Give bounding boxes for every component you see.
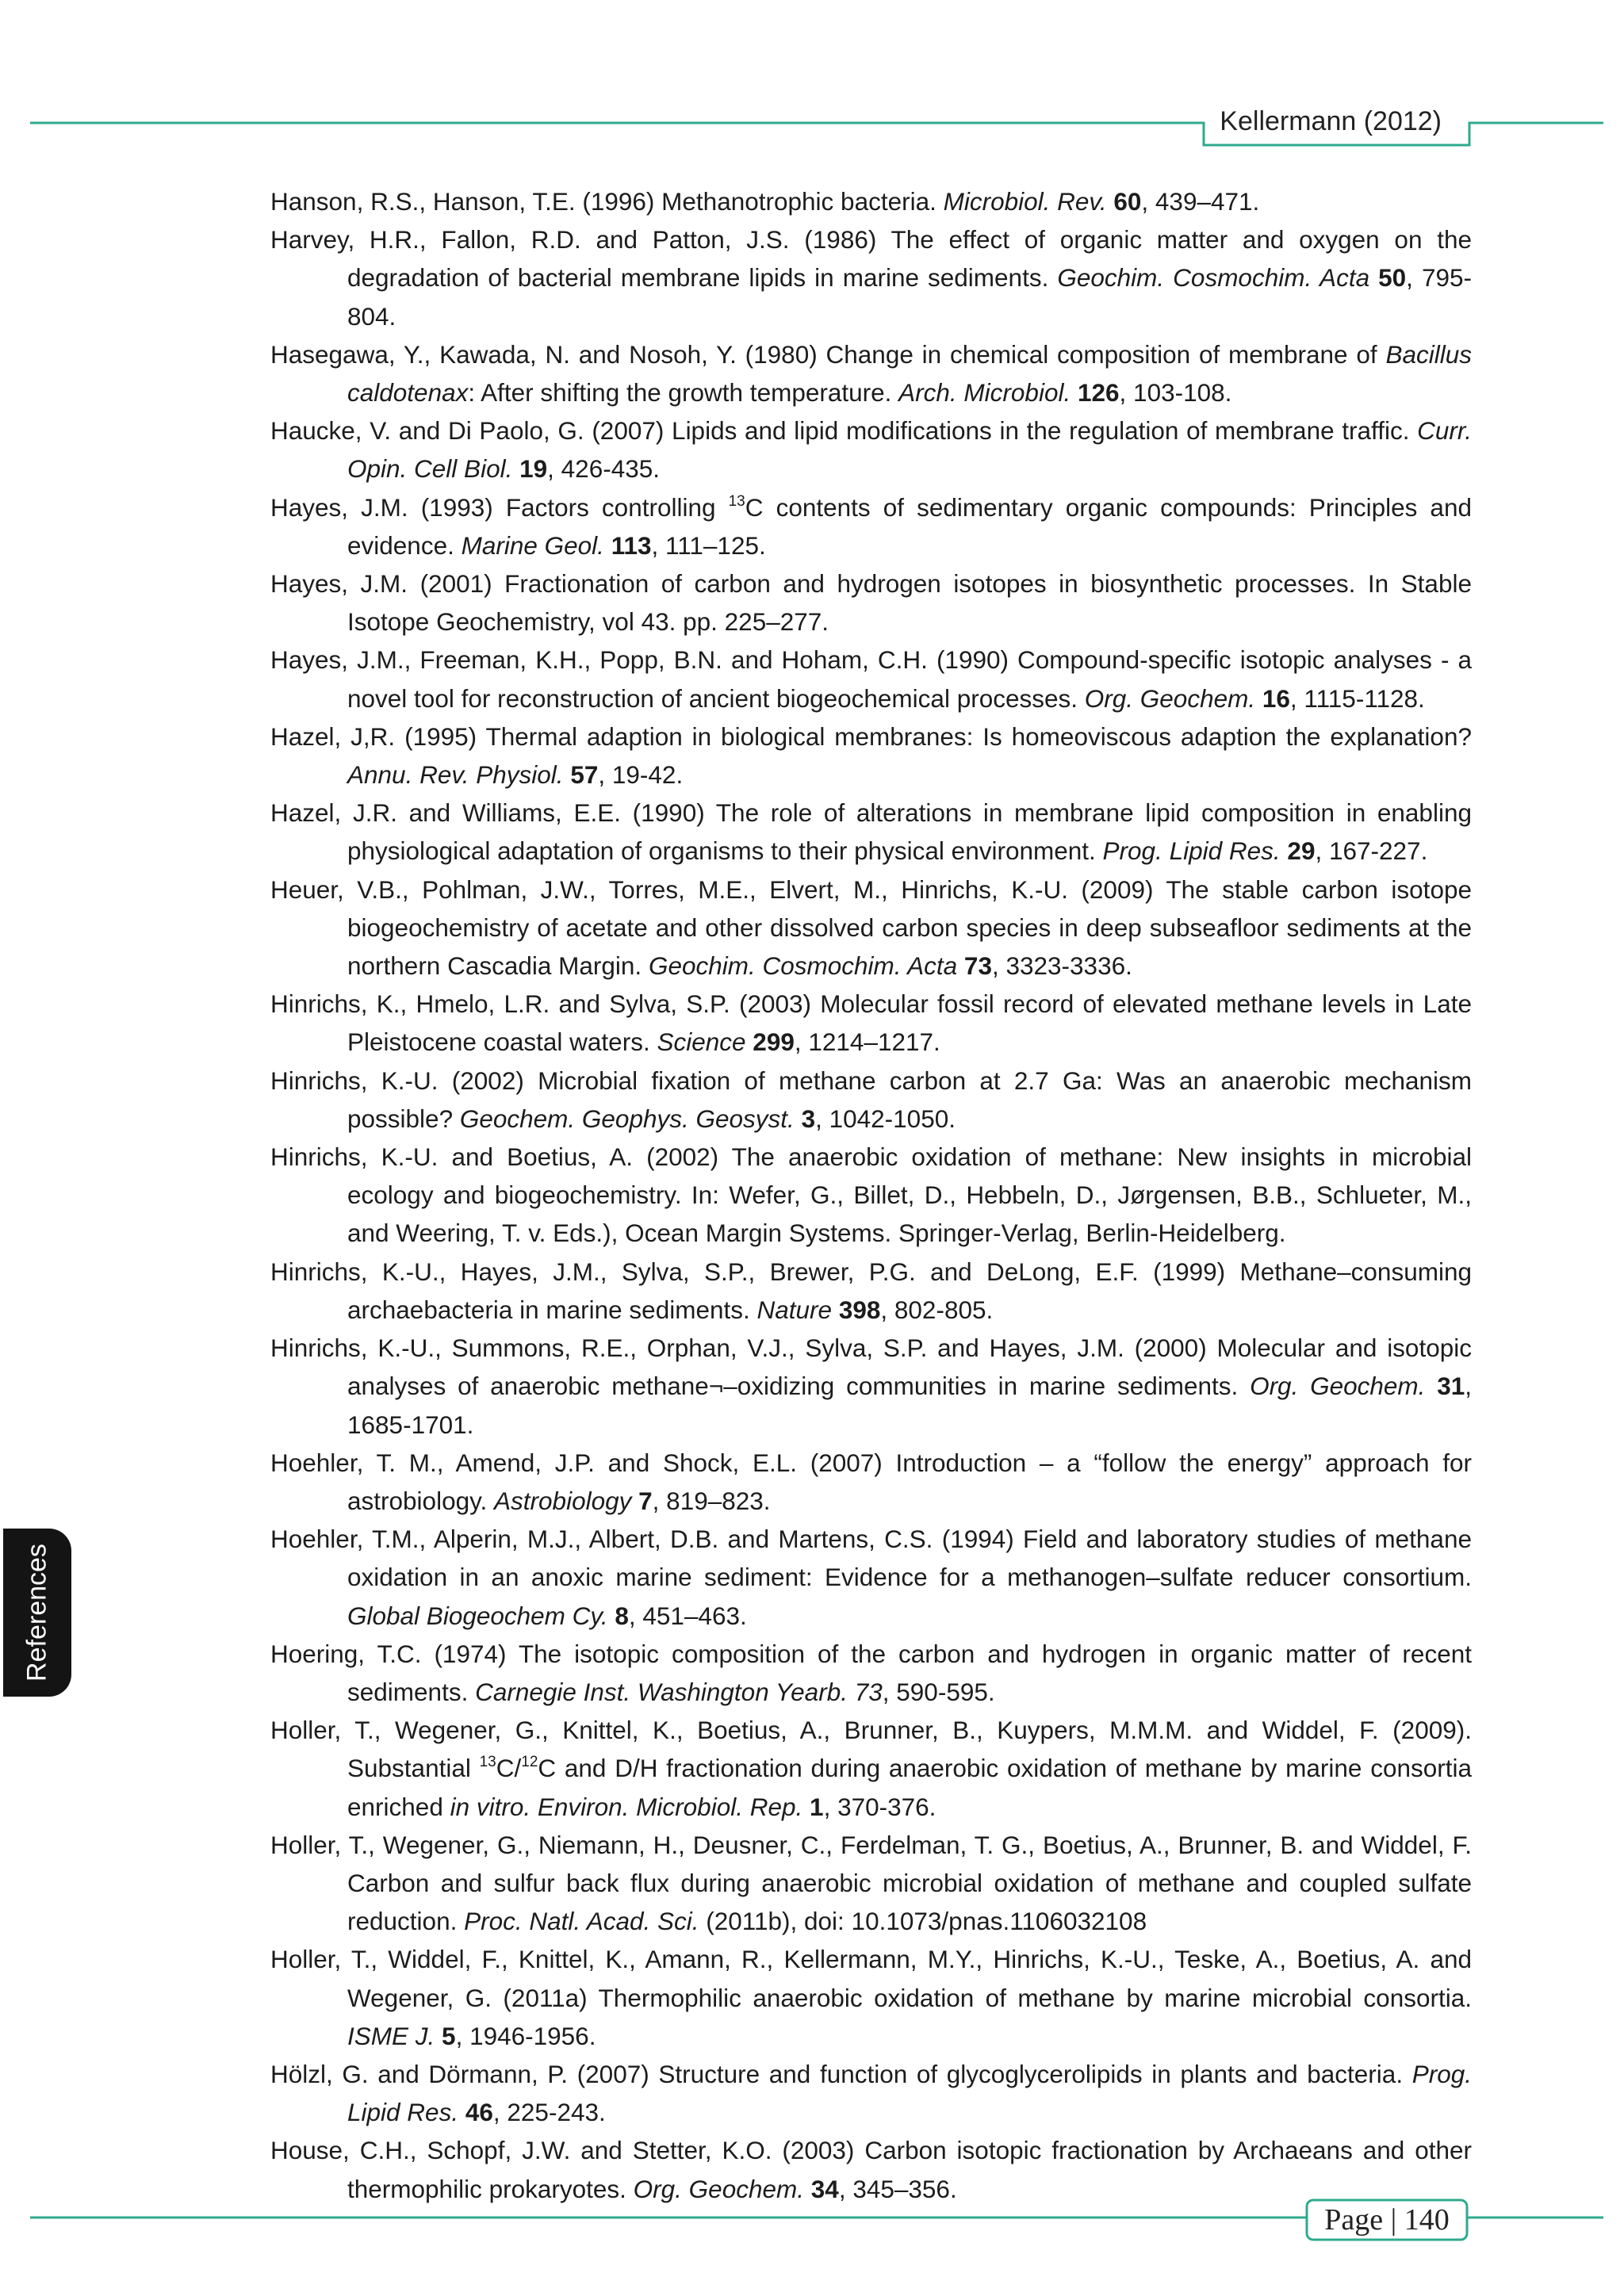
reference-entry [270,220,1472,335]
reference-volume: 8 [615,1601,629,1630]
reference-volume: 29 [1287,836,1316,866]
reference-text: Hasegawa, Y., Kawada, N. and Nosoh, Y. (1980) Change in chemical composition of membrane of [270,339,1386,369]
reference-italic: Global Biogeochem Cy. [347,1601,608,1630]
reference-italic: Geochem. Geophys. Geosyst. [459,1104,795,1133]
reference-text: , 1946-1956. [455,2021,596,2050]
reference-text [1369,263,1378,292]
reference-text: C contents of sedimentary organic compounds: Principles and evidence. [347,492,1472,560]
reference-entry [270,411,1472,488]
reference-volume: 398 [838,1295,881,1324]
reference-volume: 34 [810,2174,839,2203]
reference-text: Hayes, J.M. (1993) Factors controlling [270,492,729,522]
reference-text [564,760,571,789]
reference-text: , 111–125. [651,530,766,560]
reference-text: Hinrichs, K.-U. and Boetius, A. (2002) The anaerobic oxidation of methane: New insights in microbial ecology and biogeochemistry. In: Wefer, G., Billet, D., Hebbeln, D., Jørgensen, B.B., Schlueter, M., and Weering, T. v. Eds.), Ocean Margin Systems. Springer-Verlag, Berlin-Heidelberg. [270,1142,1472,1248]
reference-italic: in vitro. Environ. Microbiol. Rep. [450,1792,803,1821]
reference-italic: Astrobiology [494,1486,632,1515]
reference-entry [270,1062,1472,1138]
reference-text: , 1685-1701. [347,1372,1472,1439]
reference-volume: 46 [465,2098,493,2127]
reference-text [957,951,964,980]
reference-entry [270,1138,1472,1253]
reference-entry [270,2055,1472,2131]
reference-text: , 3323-3336. [991,951,1132,981]
reference-volume: 126 [1077,378,1120,408]
reference-entry [270,641,1472,717]
reference-italic: Curr. Opin. Cell Biol. [347,416,1472,484]
reference-entry [270,1711,1472,1826]
reference-entry [270,488,1472,564]
side-tab-label: References [21,1544,52,1682]
reference-volume: 73 [963,951,992,981]
reference-entry [270,1940,1472,2055]
reference-text [458,2098,465,2126]
reference-volume: 3 [801,1104,816,1133]
reference-italic: ISME J. [347,2021,435,2050]
reference-text: Hayes, J.M., Freeman, K.H., Popp, B.N. and Hoham, C.H. (1990) Compound-specific isotopic analyses - a novel tool for reconstruction of ancient biogeochemical processes. [270,645,1472,713]
reference-text: Hölzl, G. and Dörmann, P. (2007) Structure and function of glycoglycerolipids in plants and bacteria. [270,2059,1412,2088]
reference-volume: 7 [638,1486,653,1515]
reference-text: , 370-376. [823,1792,936,1821]
reference-superscript: 12 [521,1754,538,1771]
reference-text [604,531,611,560]
running-head: Kellermann (2012) [1220,106,1442,136]
reference-text: , 451–463. [628,1601,747,1630]
reference-text: Holler, T., Widdel, F., Knittel, K., Amann, R., Kellermann, M.Y., Hinrichs, K.-U., Teske, A., Boetius, A. and Wegener, G. (2011a) Thermophilic anaerobic oxidation of methane by marine microbial consortia. [270,1945,1472,2012]
reference-text: , 439–471. [1141,187,1260,216]
reference-volume: 5 [442,2021,456,2050]
reference-text: Hoering, T.C. (1974) The isotopic composition of the carbon and hydrogen in organic matter of recent sediments. [270,1639,1472,1706]
reference-italic: Nature [756,1295,833,1324]
reference-text [631,1487,638,1515]
reference-italic: Geochim. Cosmochim. Acta [648,951,958,981]
reference-entry [270,794,1472,870]
reference-italic: Proc. Natl. Acad. Sci. [464,1907,699,1936]
reference-volume: 16 [1262,683,1290,713]
reference-text: , 1214–1217. [794,1027,940,1057]
reference-text: Hazel, J.R. and Williams, E.E. (1990) The role of alterations in membrane lipid composition in enabling physiological adaptation of organisms to their physical environment. [270,798,1472,866]
reference-text: , 802-805. [880,1295,994,1324]
reference-entry [270,1253,1472,1329]
reference-italic: Carnegie Inst. Washington Yearb. 73 [475,1677,883,1706]
reference-text: , 345–356. [838,2174,957,2203]
reference-italic: Prog. Lipid Res. [1102,836,1281,866]
reference-text [1071,378,1078,407]
reference-volume: 113 [611,530,652,560]
reference-italic: Prog. Lipid Res. [347,2059,1472,2127]
reference-text: Hoehler, T.M., Alperin, M.J., Albert, D.B. and Martens, C.S. (1994) Field and laboratory studies of methane oxidation in an anoxic marine sediment: Evidence for a methanogen–sulfate reducer consortium. [270,1525,1472,1592]
reference-text: : After shifting the growth temperature. [468,378,899,408]
reference-italic: Annu. Rev. Physiol. [347,760,564,790]
reference-text: , 167-227. [1315,836,1428,866]
reference-text: (2011b), doi: 10.1073/pnas.1106032108 [699,1907,1147,1936]
reference-text: House, C.H., Schopf, J.W. and Stetter, K.O. (2003) Carbon isotopic fractionation by Archaeans and other thermophilic prokaryotes. [270,2136,1472,2203]
reference-text: Hinrichs, K.-U., Hayes, J.M., Sylva, S.P., Brewer, P.G. and DeLong, E.F. (1999) Methane–consuming archaebacteria in marine sediments. [270,1257,1472,1324]
reference-text [746,1027,753,1056]
reference-text: Hazel, J,R. (1995) Thermal adaption in biological membranes: Is homeoviscous adaption the explanation? [270,721,1472,751]
reference-italic: Microbiol. Rev. [943,187,1107,216]
reference-text: , 19-42. [598,760,684,790]
reference-text: Haucke, V. and Di Paolo, G. (2007) Lipids and lipid modifications in the regulation of membrane traffic. [270,416,1418,446]
reference-text: , 1042-1050. [815,1104,956,1133]
reference-volume: 1 [810,1792,824,1821]
reference-text: Hoehler, T. M., Amend, J.P. and Shock, E.L. (2007) Introduction – a “follow the energy” approach for astrobiology. [270,1448,1472,1515]
reference-text: Harvey, H.R., Fallon, R.D. and Patton, J.S. (1986) The effect of organic matter and oxygen on the degradation of bacterial membrane lipids in marine sediments. [270,225,1472,293]
reference-italic: Arch. Microbiol. [898,378,1071,408]
reference-entry [270,985,1472,1061]
reference-text: C/ [496,1754,522,1783]
reference-volume: 31 [1437,1372,1465,1401]
reference-text: , 1115-1128. [1289,683,1425,713]
reference-text [1425,1372,1437,1400]
reference-volume: 57 [570,760,599,790]
reference-text [1255,684,1262,713]
reference-italic: Science [657,1027,746,1057]
reference-entry [270,871,1472,985]
reference-text: , 819–823. [652,1486,771,1515]
reference-text [832,1295,839,1324]
reference-entry [270,1444,1472,1520]
reference-entry [270,718,1472,794]
reference-italic: Marine Geol. [461,530,604,560]
page-number: Page | 140 [1324,2203,1450,2237]
reference-text [802,1793,810,1821]
reference-volume: 50 [1378,263,1407,293]
reference-entry [270,1329,1472,1444]
reference-entry [270,1635,1472,1711]
reference-text: Heuer, V.B., Pohlman, J.W., Torres, M.E., Elvert, M., Hinrichs, K.-U. (2009) The stable carbon isotope biogeochemistry of acetate and other dissolved carbon species in deep subseafloor sediments at the northern Cascadia Margin. [270,874,1472,981]
reference-volume: 19 [519,454,548,484]
reference-text [795,1104,802,1133]
reference-text: Holler, T., Wegener, G., Knittel, K., Boetius, A., Brunner, B., Kuypers, M.M.M. and Widdel, F. (2009). Substantial [270,1716,1472,1783]
reference-text: Hinrichs, K.-U. (2002) Microbial fixation of methane carbon at 2.7 Ga: Was an anaerobic mechanism possible? [270,1066,1472,1133]
reference-volume: 60 [1113,187,1142,216]
reference-superscript: 13 [728,492,745,510]
reference-text: , 103-108. [1119,378,1232,408]
reference-volume: 299 [753,1027,795,1057]
side-tab-references [3,1529,71,1697]
reference-italic: Geochim. Cosmochim. Acta [1057,263,1370,293]
reference-list [270,182,1472,2208]
reference-italic: Bacillus caldotenax [347,339,1472,408]
reference-text: C and D/H fractionation during anaerobic oxidation of methane by marine consortia enriched [347,1754,1473,1821]
reference-entry [270,335,1472,411]
reference-text [512,454,519,483]
reference-italic: Org. Geochem. [1084,683,1256,713]
reference-text: Hinrichs, K., Hmelo, L.R. and Sylva, S.P. (2003) Molecular fossil record of elevated methane levels in Late Pleistocene coastal waters. [270,989,1472,1057]
reference-text [435,2022,442,2050]
reference-text: Hayes, J.M. (2001) Fractionation of carbon and hydrogen isotopes in biosynthetic processes. In Stable Isotope Geochemistry, vol 43. pp. 225–277. [270,569,1472,637]
reference-superscript: 13 [479,1754,496,1771]
reference-italic: Org. Geochem. [1250,1372,1426,1401]
reference-entry [270,1826,1472,1941]
reference-text: Holler, T., Wegener, G., Niemann, H., Deusner, C., Ferdelman, T. G., Boetius, A., Brunner, B. and Widdel, F. Carbon and sulfur back flux during anaerobic microbial oxidation of methane and coupled sulfate reduction. [270,1830,1472,1936]
reference-text: , 426-435. [547,454,661,484]
reference-italic: Org. Geochem. [633,2174,804,2203]
reference-text: , 795-804. [347,263,1472,331]
reference-text: Hinrichs, K.-U., Summons, R.E., Orphan, V.J., Sylva, S.P. and Hayes, J.M. (2000) Molecular and isotopic analyses of anaerobic methane¬–oxidizing communities in marine sediments. [270,1334,1472,1401]
reference-entry [270,1520,1472,1635]
reference-text: , 225-243. [492,2098,606,2127]
reference-entry [270,564,1472,641]
reference-text: , 590-595. [882,1677,995,1706]
reference-text: Hanson, R.S., Hanson, T.E. (1996) Methanotrophic bacteria. [270,187,944,216]
reference-entry [270,182,1472,220]
